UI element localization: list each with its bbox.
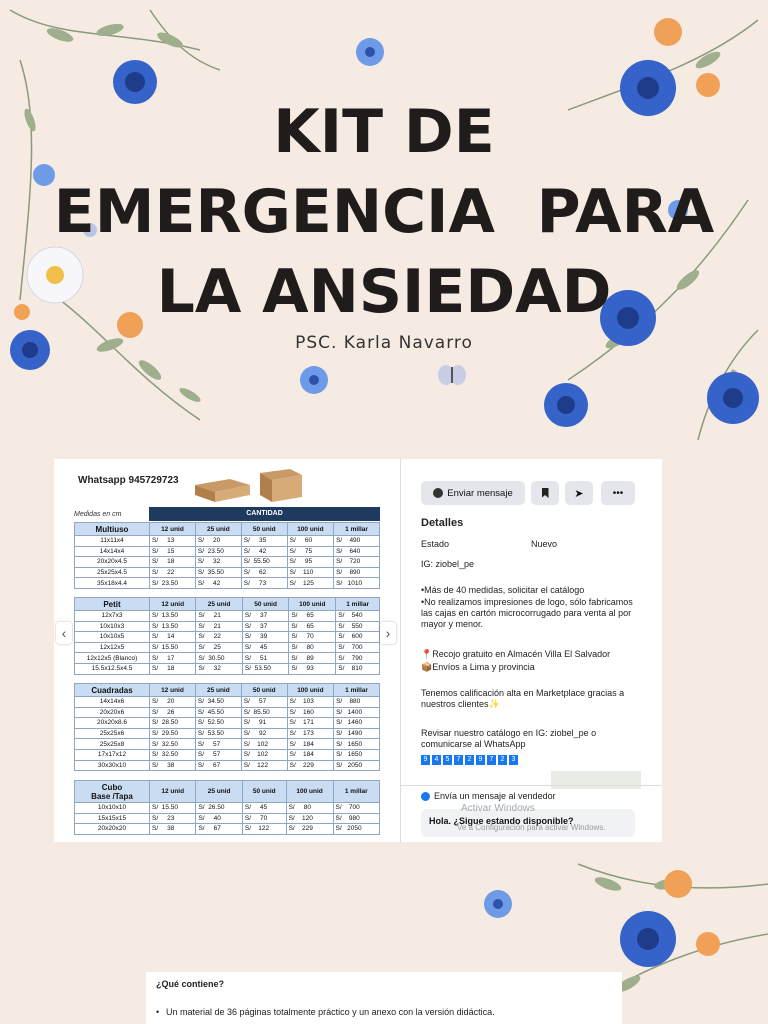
bullet-no-logo: •No realizamos impresiones de logo, sólo fabricamos las cajas en cartón microcorrugado para venta al por mayor y menor.	[421, 597, 633, 629]
send-message-button[interactable]	[421, 481, 525, 505]
price-cell: S/ 15.50	[150, 642, 196, 653]
price-cell: S/ 1650	[334, 739, 380, 750]
table-row	[75, 611, 380, 622]
column-header: 100 unid	[287, 684, 333, 697]
ellipsis-icon: •••	[612, 487, 624, 499]
price-table	[74, 522, 380, 589]
price-cell: S/ 65	[289, 621, 336, 632]
price-cell: S/ 45	[242, 642, 288, 653]
price-cell: S/ 229	[286, 824, 333, 835]
price-cell: S/ 92	[241, 728, 287, 739]
phone-digit: 7	[454, 755, 463, 765]
prev-image-button[interactable]: ‹	[56, 622, 72, 644]
price-cell: S/ 125	[287, 578, 333, 589]
column-header: 12 unid	[150, 598, 196, 611]
price-cell: S/ 32.50	[150, 749, 196, 760]
price-cell: S/ 700	[336, 642, 380, 653]
price-cell: S/ 720	[334, 557, 380, 568]
medidas-label: Medidas en cm	[74, 511, 122, 518]
column-header: 25 unid	[196, 598, 242, 611]
phone-digit: 3	[509, 755, 518, 765]
price-cell: S/ 60	[287, 536, 333, 547]
price-cell: S/ 13	[150, 536, 196, 547]
price-cell: S/ 32	[195, 557, 241, 568]
table-row	[75, 718, 380, 729]
column-header: 100 unid	[289, 598, 336, 611]
price-cell: S/ 102	[241, 749, 287, 760]
price-table	[74, 597, 380, 675]
column-header: 1 millar	[333, 781, 379, 803]
contents-question: ¿Qué contiene?	[156, 979, 225, 989]
price-cell: S/ 13.50	[150, 611, 196, 622]
price-table	[74, 780, 380, 835]
price-cell: S/ 103	[287, 697, 333, 708]
category-name: Cubo Base /Tapa	[75, 781, 150, 803]
phone-digit: 2	[465, 755, 474, 765]
price-cell: S/ 23.50	[195, 546, 241, 557]
price-cell: S/ 490	[334, 536, 380, 547]
column-header: 50 unid	[242, 781, 286, 803]
cantidad-header: CANTIDAD	[149, 507, 380, 521]
send-message-label: Enviar mensaje	[447, 487, 513, 499]
price-cell: S/ 39	[242, 632, 288, 643]
price-cell: S/ 102	[241, 739, 287, 750]
price-table	[74, 683, 380, 771]
phone-digit: 2	[498, 755, 507, 765]
price-cell: S/ 40	[196, 813, 242, 824]
size-cell: 12x7x3	[75, 611, 150, 622]
ig-handle: IG: ziobel_pe	[421, 559, 475, 569]
shipping-info: 📦Envíos a Lima y provincia	[421, 662, 535, 672]
send-seller-line	[421, 791, 556, 801]
column-header: 12 unid	[150, 781, 196, 803]
price-cell: S/ 18	[150, 663, 196, 674]
price-cell: S/ 93	[289, 663, 336, 674]
table-row	[75, 739, 380, 750]
table-row	[75, 824, 380, 835]
category-name: Multiuso	[75, 523, 150, 536]
price-cell: S/ 70	[289, 632, 336, 643]
save-button[interactable]	[531, 481, 559, 505]
activate-windows-subtext: Ve a Configuración para activar Windows.	[457, 823, 606, 832]
table-row	[75, 803, 380, 814]
size-cell: 11x11x4	[75, 536, 150, 547]
size-cell: 20x20x8.6	[75, 718, 150, 729]
size-cell: 10x10x5	[75, 632, 150, 643]
price-cell: S/ 52.50	[195, 718, 241, 729]
table-row	[75, 760, 380, 771]
price-cell: S/ 62	[241, 567, 287, 578]
price-cell: S/ 35	[241, 536, 287, 547]
marketplace-screenshot	[54, 459, 662, 842]
divider	[401, 785, 662, 786]
price-cell: S/ 85.50	[241, 707, 287, 718]
bullet-medidas: •Más de 40 medidas, solicitar el catálogo	[421, 585, 585, 595]
bookmark-icon	[542, 488, 549, 498]
price-cell: S/ 91	[241, 718, 287, 729]
size-cell: 25x25x4.5	[75, 567, 150, 578]
price-cell: S/ 184	[287, 749, 333, 760]
table-row	[75, 663, 380, 674]
size-cell: 15.5x12.5x4.5	[75, 663, 150, 674]
listing-details-pane	[400, 459, 662, 842]
price-cell: S/ 57	[195, 739, 241, 750]
price-cell: S/ 171	[287, 718, 333, 729]
price-cell: S/ 1490	[334, 728, 380, 739]
price-cell: S/ 38	[150, 760, 196, 771]
price-cell: S/ 26	[150, 707, 196, 718]
cover-title	[0, 92, 768, 332]
map-thumbnail	[551, 771, 641, 789]
price-cell: S/ 25	[196, 642, 242, 653]
messenger-icon	[433, 488, 443, 498]
price-cell: S/ 21	[196, 621, 242, 632]
price-cell: S/ 75	[287, 546, 333, 557]
messenger-icon	[421, 792, 430, 801]
price-cell: S/ 26.50	[196, 803, 242, 814]
price-cell: S/ 51	[242, 653, 288, 664]
size-cell: 14x14x6	[75, 697, 150, 708]
title-line-2: EMERGENCIA PARA	[53, 177, 715, 247]
price-cell: S/ 35.50	[195, 567, 241, 578]
column-header: 1 millar	[334, 684, 380, 697]
price-cell: S/ 73	[241, 578, 287, 589]
phone-digit: 4	[432, 755, 441, 765]
phone-digits	[421, 755, 518, 765]
size-cell: 15x15x15	[75, 813, 150, 824]
size-cell: 17x17x12	[75, 749, 150, 760]
price-cell: S/ 67	[195, 760, 241, 771]
price-cell: S/ 95	[287, 557, 333, 568]
author-name: PSC. Karla Navarro	[295, 333, 473, 353]
price-cell: S/ 37	[242, 611, 288, 622]
price-cell: S/ 120	[286, 813, 333, 824]
table-row	[75, 728, 380, 739]
column-header: 25 unid	[195, 523, 241, 536]
price-cell: S/ 80	[286, 803, 333, 814]
price-cell: S/ 173	[287, 728, 333, 739]
table-row	[75, 621, 380, 632]
price-cell: S/ 80	[289, 642, 336, 653]
size-cell: 25x25x6	[75, 728, 150, 739]
small-blue-flower-top	[350, 32, 390, 72]
category-name: Cuadradas	[75, 684, 150, 697]
price-cell: S/ 1010	[334, 578, 380, 589]
price-cell: S/ 53.50	[195, 728, 241, 739]
price-cell: S/ 45.50	[195, 707, 241, 718]
price-cell: S/ 65	[289, 611, 336, 622]
column-header: 1 millar	[336, 598, 380, 611]
price-cell: S/ 45	[242, 803, 286, 814]
price-cell: S/ 42	[241, 546, 287, 557]
price-cell: S/ 20	[195, 536, 241, 547]
column-header: 100 unid	[286, 781, 333, 803]
price-cell: S/ 89	[289, 653, 336, 664]
price-cell: S/ 18	[150, 557, 196, 568]
price-cell: S/ 810	[336, 663, 380, 674]
column-header: 25 unid	[195, 684, 241, 697]
size-cell: 20x20x4.5	[75, 557, 150, 568]
price-cell: S/ 53.50	[242, 663, 288, 674]
price-cell: S/ 13.50	[150, 621, 196, 632]
column-header: 1 millar	[334, 523, 380, 536]
price-cell: S/ 700	[333, 803, 379, 814]
size-cell: 12x12x5	[75, 642, 150, 653]
size-cell: 10x10x10	[75, 803, 150, 814]
cardboard-boxes-image	[190, 465, 305, 503]
size-cell: 20x20x6	[75, 707, 150, 718]
price-cell: S/ 980	[333, 813, 379, 824]
share-button[interactable]	[565, 481, 593, 505]
size-cell: 10x10x3	[75, 621, 150, 632]
price-cell: S/ 55.50	[241, 557, 287, 568]
price-cell: S/ 2050	[334, 760, 380, 771]
price-cell: S/ 880	[334, 697, 380, 708]
price-cell: S/ 22	[150, 567, 196, 578]
size-cell: 35x18x4.4	[75, 578, 150, 589]
phone-digit: 9	[476, 755, 485, 765]
price-cell: S/ 600	[336, 632, 380, 643]
column-header: 12 unid	[150, 684, 196, 697]
small-blue-flower-mid	[294, 360, 334, 400]
table-row	[75, 632, 380, 643]
estado-value: Nuevo	[531, 539, 558, 549]
column-header: 100 unid	[287, 523, 333, 536]
price-cell: S/ 42	[195, 578, 241, 589]
price-cell: S/ 184	[287, 739, 333, 750]
price-cell: S/ 23.50	[150, 578, 196, 589]
price-cell: S/ 34.50	[195, 697, 241, 708]
phone-digit: 5	[443, 755, 452, 765]
contents-item: • Un material de 36 páginas totalmente práctico y un anexo con la versión didáctica.	[166, 1007, 495, 1017]
size-cell: 30x30x10	[75, 760, 150, 771]
details-heading: Detalles	[421, 517, 464, 529]
column-header: 50 unid	[241, 523, 287, 536]
size-cell: 12x12x5 (Blanco)	[75, 653, 150, 664]
table-row	[75, 749, 380, 760]
estado-label: Estado	[421, 539, 450, 549]
table-row	[75, 707, 380, 718]
price-cell: S/ 22	[196, 632, 242, 643]
catalog-info: Revisar nuestro catálogo en IG: ziobel_pe o comunicarse al WhatsApp	[421, 728, 597, 749]
message-input[interactable]: Hola. ¿Sigue estando disponible?	[421, 809, 635, 837]
price-cell: S/ 540	[336, 611, 380, 622]
price-cell: S/ 110	[287, 567, 333, 578]
size-cell: 25x25x8	[75, 739, 150, 750]
price-cell: S/ 2050	[333, 824, 379, 835]
price-cell: S/ 70	[242, 813, 286, 824]
price-cell: S/ 160	[287, 707, 333, 718]
table-row	[75, 697, 380, 708]
phone-digit: 7	[487, 755, 496, 765]
small-blue-flower-bottom	[478, 884, 518, 924]
table-row	[75, 642, 380, 653]
price-cell: S/ 38	[150, 824, 196, 835]
send-seller-label: Envía un mensaje al vendedor	[434, 791, 556, 801]
price-cell: S/ 550	[336, 621, 380, 632]
butterfly-icon	[437, 363, 467, 387]
price-cell: S/ 17	[150, 653, 196, 664]
price-cell: S/ 20	[150, 697, 196, 708]
column-header: 12 unid	[150, 523, 196, 536]
price-cell: S/ 32	[196, 663, 242, 674]
price-cell: S/ 29.50	[150, 728, 196, 739]
price-cell: S/ 57	[241, 697, 287, 708]
price-cell: S/ 32.50	[150, 739, 196, 750]
activate-windows-watermark: Activar Windows	[461, 803, 535, 814]
price-cell: S/ 14	[150, 632, 196, 643]
price-cell: S/ 1460	[334, 718, 380, 729]
more-options-button[interactable]	[601, 481, 635, 505]
table-row	[75, 653, 380, 664]
table-row	[75, 567, 380, 578]
price-table-image	[54, 459, 400, 842]
size-cell: 20x20x20	[75, 824, 150, 835]
whatsapp-number: Whatsapp 945729723	[78, 475, 179, 486]
title-line-1: KIT DE	[273, 97, 495, 167]
column-header: 25 unid	[196, 781, 242, 803]
next-image-button[interactable]: ›	[380, 622, 396, 644]
table-row	[75, 578, 380, 589]
price-cell: S/ 1400	[334, 707, 380, 718]
column-header: 50 unid	[241, 684, 287, 697]
price-cell: S/ 890	[334, 567, 380, 578]
price-cell: S/ 23	[150, 813, 196, 824]
price-cell: S/ 67	[196, 824, 242, 835]
price-cell: S/ 37	[242, 621, 288, 632]
phone-digit: 9	[421, 755, 430, 765]
table-row	[75, 557, 380, 568]
column-header: 50 unid	[242, 598, 288, 611]
pickup-info: 📍Recojo gratuito en Almacén Villa El Salvador	[421, 649, 611, 659]
title-line-3: LA ANSIEDAD	[156, 257, 612, 327]
table-row	[75, 813, 380, 824]
contents-card	[146, 972, 622, 1024]
price-cell: S/ 15.50	[150, 803, 196, 814]
price-cell: S/ 28.50	[150, 718, 196, 729]
price-cell: S/ 229	[287, 760, 333, 771]
size-cell: 14x14x4	[75, 546, 150, 557]
price-cell: S/ 790	[336, 653, 380, 664]
price-cell: S/ 122	[242, 824, 286, 835]
share-icon: ➤	[574, 487, 584, 500]
rating-info: Tenemos calificación alta en Marketplace gracias a nuestros clientes✨	[421, 688, 625, 709]
table-row	[75, 546, 380, 557]
price-cell: S/ 30.50	[196, 653, 242, 664]
price-cell: S/ 122	[241, 760, 287, 771]
price-cell: S/ 21	[196, 611, 242, 622]
price-cell: S/ 1650	[334, 749, 380, 760]
price-cell: S/ 640	[334, 546, 380, 557]
price-cell: S/ 15	[150, 546, 196, 557]
category-name: Petit	[75, 598, 150, 611]
price-cell: S/ 57	[195, 749, 241, 760]
table-row	[75, 536, 380, 547]
